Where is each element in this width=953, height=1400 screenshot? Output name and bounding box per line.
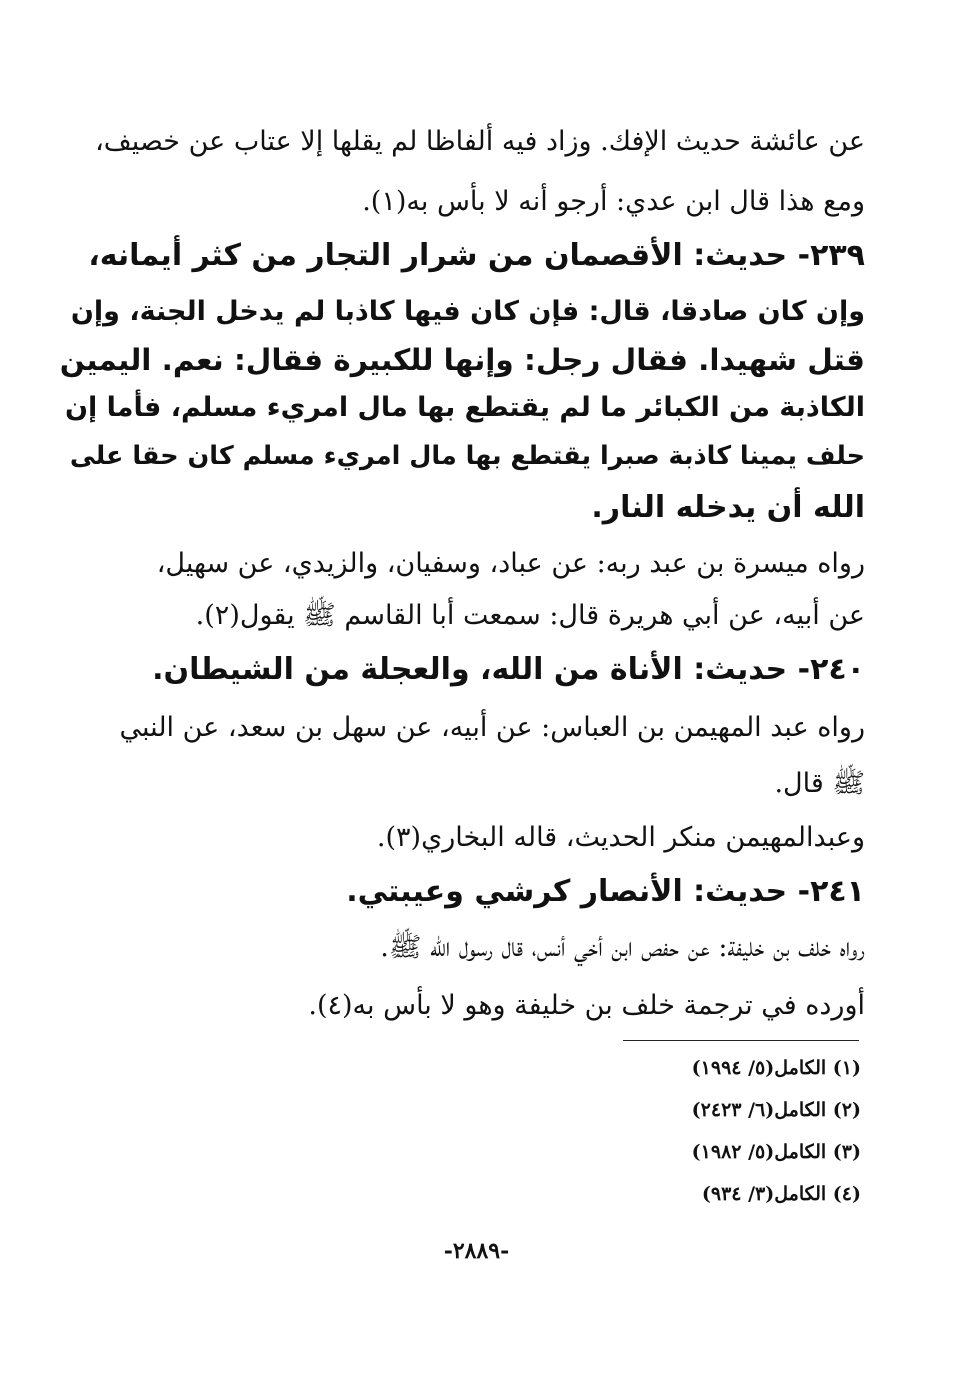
- intro-line-1: عن عائشة حديث الإفك. وزاد فيه ألفاظا لم يقلها إلا عتاب عن خصيف،: [95, 126, 865, 157]
- page-number: -٢٨٨٩-: [443, 1238, 510, 1264]
- narration-240-line-1: رواه عبد المهيمن بن العباس: عن أبيه، عن سهل بن سعد، عن النبي: [119, 712, 865, 743]
- narration-239-line-2: عن أبيه، عن أبي هريرة قال: سمعت أبا القاسم ﷺ يقول(٢).: [195, 600, 865, 631]
- narration-241-line-2: أورده في ترجمة خلف بن خليفة وهو لا بأس به(٤).: [308, 990, 865, 1021]
- comment-240: وعبدالمهيمن منكر الحديث، قاله البخاري(٣).: [376, 822, 865, 853]
- footnote-divider: [623, 1040, 859, 1041]
- hadith-239-line-6: الله أن يدخله النار.: [591, 490, 865, 525]
- narration-240-line-2: ﷺ قال.: [774, 768, 865, 799]
- hadith-239-heading: ٢٣٩- حديث: الأقصمان من شرار التجار من كثر أيمانه،: [88, 238, 865, 273]
- hadith-239-line-3: قتل شهيدا. فقال رجل: وإنها للكبيرة فقال: نعم. اليمين: [59, 343, 865, 377]
- footnote-4: (٤) الكامل(٣/ ٩٣٤): [701, 1183, 861, 1205]
- intro-line-2: ومع هذا قال ابن عدي: أرجو أنه لا بأس به(١).: [362, 186, 865, 217]
- hadith-239-line-2: وإن كان صادقا، قال: فإن كان فيها كاذبا لم يدخل الجنة، وإن: [70, 296, 865, 327]
- footnote-3: (٣) الكامل(٥/ ١٩٨٢): [691, 1141, 861, 1163]
- hadith-240-heading: ٢٤٠- حديث: الأناة من الله، والعجلة من الشيطان.: [152, 652, 865, 687]
- narration-241-line-1: رواه خلف بن خليفة: عن حفص ابن أخي أنس، قال رسول الله ﷺ.: [380, 932, 865, 963]
- hadith-239-line-4: الكاذبة من الكبائر ما لم يقتطع بها مال امريء مسلم، فأما إن: [64, 392, 865, 423]
- footnote-1: (١) الكامل(٥/ ١٩٩٤): [691, 1057, 861, 1079]
- hadith-241-heading: ٢٤١- حديث: الأنصار كرشي وعيبتي.: [346, 874, 865, 909]
- narration-239-line-1: رواه ميسرة بن عبد ربه: عن عباد، وسفيان، والزيدي، عن سهيل،: [156, 548, 865, 579]
- hadith-239-line-5: حلف يمينا كاذبة صبرا يقتطع بها مال امريء مسلم كان حقا على: [69, 441, 865, 471]
- footnote-2: (٢) الكامل(٦/ ٢٤٢٣): [691, 1099, 861, 1121]
